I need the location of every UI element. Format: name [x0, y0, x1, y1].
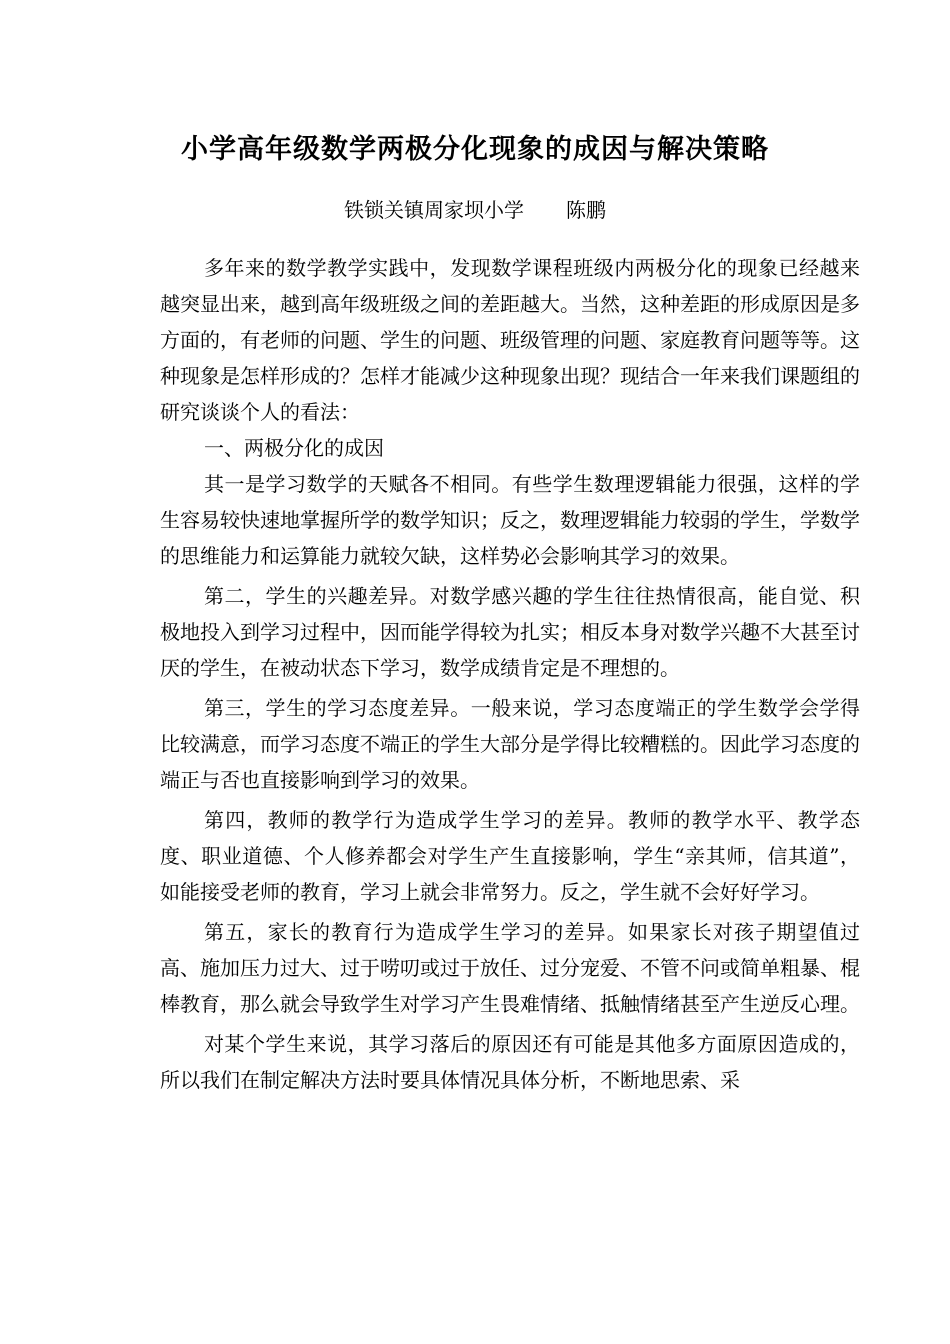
- paragraph-reason-4: 第四，教师的教学行为造成学生学习的差异。教师的教学水平、教学态度、职业道德、个人修养都会对学生产生直接影响，学生“亲其师，信其道”，如能接受老师的教育，学习上就会非常努力。反之，学生就不会好好学习。: [160, 808, 860, 904]
- author-school: 铁锁关镇周家坝小学: [344, 198, 524, 222]
- document-body: [160, 250, 860, 1102]
- author-name: 陈鹏: [566, 198, 606, 222]
- paragraph-reason-5: 第五，家长的教育行为造成学生学习的差异。如果家长对孩子期望值过高、施加压力过大、过于唠叨或过于放任、过分宠爱、不管不问或简单粗暴、棍棒教育，那么就会导致学生对学习产生畏难情绪、抵触情绪甚至产生逆反心理。: [160, 920, 860, 1016]
- intro-paragraph: 多年来的数学教学实践中，发现数学课程班级内两极分化的现象已经越来越突显出来，越到高年级班级之间的差距越大。当然，这种差距的形成原因是多方面的，有老师的问题、学生的问题、班级管理的问题、家庭教育问题等等。这种现象是怎样形成的？怎样才能减少这种现象出现？现结合一年来我们课题组的研究谈谈个人的看法：: [160, 256, 860, 424]
- paragraph-summary: 对某个学生来说，其学习落后的原因还有可能是其他多方面原因造成的，所以我们在制定解决方法时要具体情况具体分析，不断地思索、采: [160, 1032, 860, 1092]
- document-title: 小学高年级数学两极分化现象的成因与解决策略: [181, 134, 769, 165]
- section-heading: 一、两极分化的成因: [204, 436, 384, 460]
- paragraph-reason-2: 第二，学生的兴趣差异。对数学感兴趣的学生往往热情很高，能自觉、积极地投入到学习过程中，因而能学得较为扎实；相反本身对数学兴趣不大甚至讨厌的学生，在被动状态下学习，数学成绩肯定是不理想的。: [160, 584, 860, 680]
- paragraph-reason-1: 其一是学习数学的天赋各不相同。有些学生数理逻辑能力很强，这样的学生容易较快速地掌握所学的数学知识；反之，数理逻辑能力较弱的学生，学数学的思维能力和运算能力就较欠缺，这样势必会影响其学习的效果。: [160, 472, 860, 568]
- author-line: [0, 194, 950, 226]
- paragraph-reason-3: 第三，学生的学习态度差异。一般来说，学习态度端正的学生数学会学得比较满意，而学习态度不端正的学生大部分是学得比较糟糕的。因此学习态度的端正与否也直接影响到学习的效果。: [160, 696, 860, 792]
